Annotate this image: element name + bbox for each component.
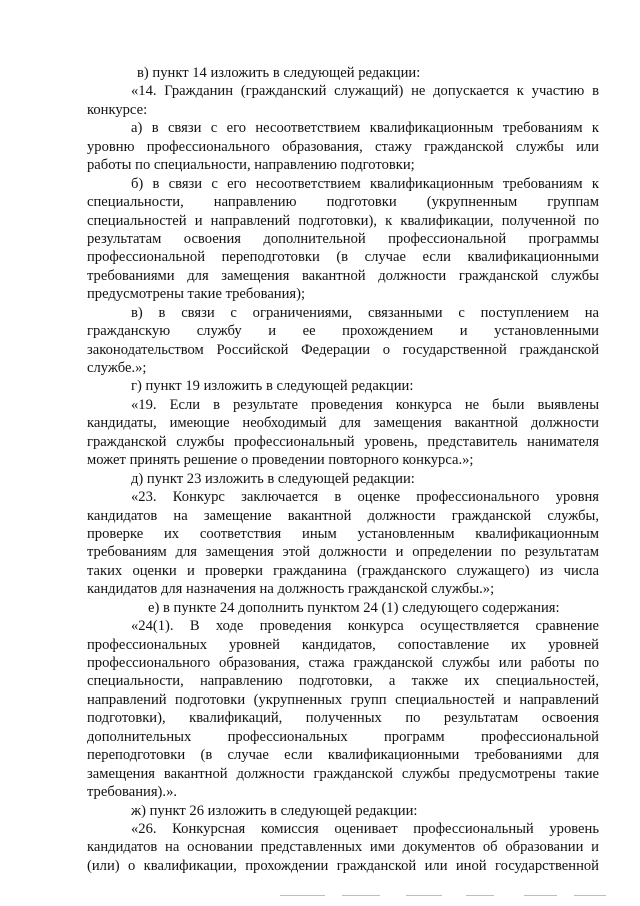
- document-line: службе.»;: [87, 360, 147, 376]
- document-line: кандидатов на основании представленных ими документов об образовании и: [87, 839, 599, 856]
- document-line: «19. Если в результате проведения конкурса не были выявлены: [131, 396, 599, 413]
- document-line: законодательством Российской Федерации о государственной гражданской: [87, 341, 599, 358]
- document-line: уровню профессионального образования, стажу гражданской службы или: [87, 138, 599, 155]
- document-line: может принять решение о проведении повторного конкурса.»;: [87, 452, 474, 469]
- document-line: требованиями для замещения вакантной должности гражданской службы: [87, 267, 599, 284]
- document-line: г) пункт 19 изложить в следующей редакции:: [131, 378, 414, 395]
- document-line: направлений подготовки (укрупненных групп специальностей и направлений: [87, 691, 599, 708]
- footer-scan-marks: [280, 893, 610, 899]
- document-line: таких оценки и проверки гражданина (гражданского служащего) из числа: [87, 562, 599, 579]
- document-line: требованиям для замещения этой должности и определении по результатам: [87, 544, 599, 561]
- document-line: (или) о квалификации, прохождении гражданской или иной государственной: [87, 857, 599, 874]
- document-line: в) пункт 14 изложить в следующей редакции:: [137, 65, 421, 81]
- document-line: кандидатов на замещение вакантной должности гражданской службы,: [87, 507, 599, 524]
- document-line: проверке их соответствия иным установленным квалификационным: [87, 525, 599, 542]
- document-line: профессиональной переподготовки (в случае если квалификационными: [87, 249, 599, 266]
- document-line: результатам освоения дополнительной профессиональной программы: [87, 230, 599, 247]
- document-line: б) в связи с его несоответствием квалификационным требованиям к: [131, 175, 599, 192]
- document-line: «24(1). В ходе проведения конкурса осуществляется сравнение: [131, 618, 599, 635]
- document-body: [87, 64, 599, 875]
- document-line: е) в пункте 24 дополнить пунктом 24 (1) следующего содержания:: [148, 599, 560, 616]
- document-line: кандидатов для назначения на должность гражданской службы.»;: [87, 581, 495, 598]
- document-line: а) в связи с его несоответствием квалификационным требованиям к: [131, 120, 599, 137]
- document-line: конкурсе:: [87, 101, 148, 118]
- document-line: замещения вакантной должности гражданской службы предусмотрены такие: [87, 765, 599, 782]
- document-line: переподготовки (в случае если квалификационными требованиями для: [87, 747, 599, 764]
- document-line: «23. Конкурс заключается в оценке профессионального уровня: [131, 489, 599, 506]
- document-line: требования).».: [87, 784, 178, 801]
- document-line: подготовки), квалификаций, полученных по результатам освоения: [87, 710, 599, 727]
- document-line: профессионального образования, стажа гражданской службы или работы по: [87, 655, 599, 671]
- scan-mark: [406, 895, 442, 896]
- document-line: «26. Конкурсная комиссия оценивает профессиональный уровень: [131, 820, 599, 837]
- document-line: профессиональных уровней кандидатов, сопоставление их уровней: [87, 636, 599, 653]
- document-line: ж) пункт 26 изложить в следующей редакции:: [131, 802, 418, 819]
- document-line: д) пункт 23 изложить в следующей редакции:: [131, 470, 415, 487]
- document-line: гражданской службы профессиональный уровень, представитель нанимателя: [87, 433, 599, 450]
- document-line: кандидаты, имеющие необходимый для замещения вакантной должности: [87, 415, 599, 432]
- document-line: дополнительных профессиональных программ профессиональной: [87, 728, 599, 745]
- document-line: специальности, направлению подготовки, а также их специальностей,: [87, 673, 599, 690]
- scan-mark: [574, 895, 606, 896]
- document-line: гражданскую службу и ее прохождением и установленными: [87, 323, 599, 340]
- scan-mark: [280, 895, 325, 896]
- document-line: в) в связи с ограничениями, связанными с поступлением на: [131, 304, 599, 321]
- scan-mark: [466, 895, 494, 896]
- document-line: специальности, направлению подготовки (укрупненным группам: [87, 194, 599, 211]
- scan-mark: [524, 895, 557, 896]
- scan-mark: [342, 895, 380, 896]
- document-line: специальностей и направлений подготовки), к квалификации, полученной по: [87, 212, 599, 229]
- document-line: «14. Гражданин (гражданский служащий) не допускается к участию в: [131, 83, 599, 100]
- document-line: предусмотрены такие требования);: [87, 286, 306, 303]
- document-line: работы по специальности, направлению подготовки;: [87, 157, 415, 174]
